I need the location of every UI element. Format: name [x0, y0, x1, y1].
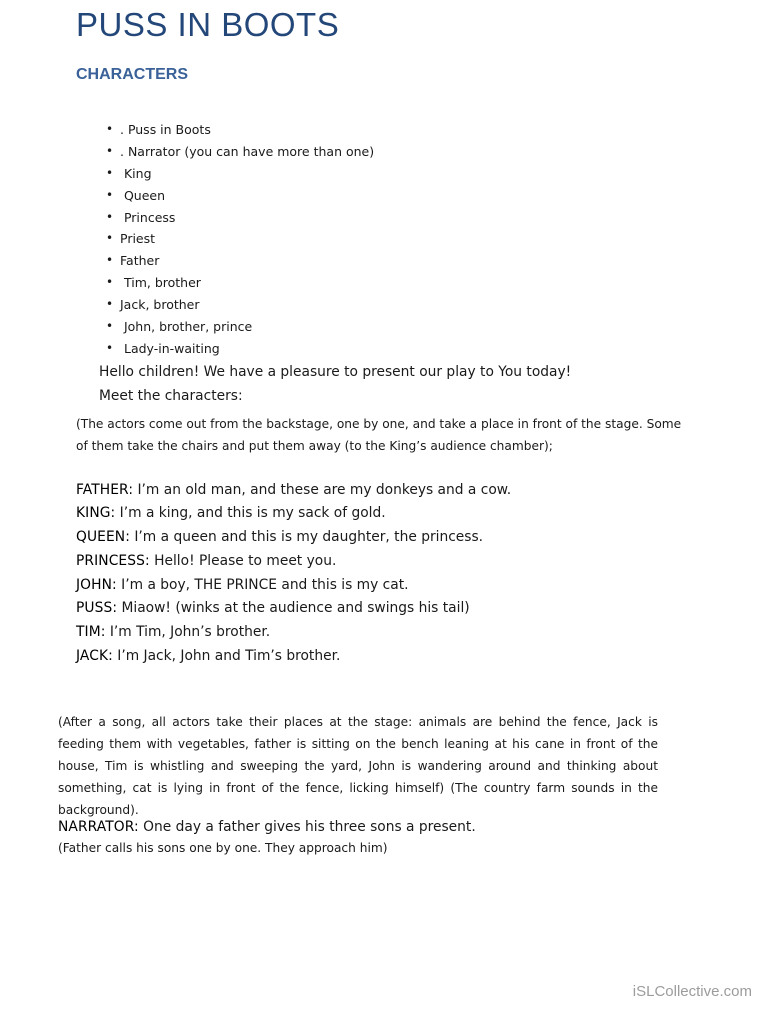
character-list	[108, 119, 374, 360]
speaker-name: NARRATOR:	[58, 819, 139, 835]
character-item: • Jack, brother	[108, 294, 374, 316]
character-item: • Father	[108, 250, 374, 272]
character-item: • John, brother, prince	[108, 316, 374, 338]
intro-greeting: Hello children! We have a pleasure to present our play to You today!	[99, 364, 572, 380]
character-item: • Lady-in-waiting	[108, 338, 374, 360]
speaker-name: QUEEN:	[76, 529, 130, 545]
dialogue-line	[76, 600, 470, 616]
document-title: PUSS IN BOOTS	[76, 6, 340, 43]
line-text: One day a father gives his three sons a present.	[138, 819, 476, 835]
character-item: • Tim, brother	[108, 272, 374, 294]
speaker-name: KING:	[76, 505, 116, 521]
stage-note: (Father calls his sons one by one. They approach him)	[58, 841, 388, 855]
line-text: I’m a queen and this is my daughter, the princess.	[129, 529, 484, 545]
speaker-name: PUSS:	[76, 600, 118, 616]
dialogue-line	[76, 529, 483, 545]
character-item: • . Narrator (you can have more than one)	[108, 141, 374, 163]
line-text: I’m an old man, and these are my donkeys and a cow.	[133, 482, 512, 498]
line-text: Hello! Please to meet you.	[149, 553, 337, 569]
character-item: • . Puss in Boots	[108, 119, 374, 141]
line-text: I’m Tim, John’s brother.	[105, 624, 271, 640]
stage-direction: (The actors come out from the backstage, one by one, and take a place in front of the stage. Some of them take the chairs and put them away (to the King’s audience chamber);	[76, 417, 682, 453]
line-text: Miaow! (winks at the audience and swings his tail)	[117, 600, 470, 616]
line-text: I’m a king, and this is my sack of gold.	[115, 505, 386, 521]
line-text: I’m Jack, John and Tim’s brother.	[112, 648, 341, 664]
character-item: • King	[108, 163, 374, 185]
dialogue-line	[76, 482, 511, 498]
character-item: • Princess	[108, 207, 374, 229]
dialogue-line	[76, 648, 340, 664]
speaker-name: JOHN:	[76, 577, 117, 593]
character-item: • Priest	[108, 228, 374, 250]
watermark: iSLCollective.com	[632, 983, 752, 1000]
dialogue-line	[76, 577, 409, 593]
speaker-name: PRINCESS:	[76, 553, 150, 569]
intro-meet: Meet the characters:	[99, 388, 243, 404]
speaker-name: TIM:	[76, 624, 106, 640]
dialogue-line	[76, 505, 386, 521]
narrator-line	[58, 819, 476, 835]
speaker-name: JACK:	[76, 648, 113, 664]
character-item: • Queen	[108, 185, 374, 207]
speaker-name: FATHER:	[76, 482, 134, 498]
dialogue-line	[76, 624, 270, 640]
characters-heading: CHARACTERS	[76, 66, 188, 83]
scene-paragraph: (After a song, all actors take their places at the stage: animals are behind the fence, Jack is feeding them with vegetables, father is sitting on the bench leaning at his cane in front of the house, Tim is whistling and sweeping the yard, John is wandering around and thinking about something, cat is lying in front of the fence, licking himself) (The country farm sounds in the background).	[58, 715, 658, 817]
dialogue-line	[76, 553, 336, 569]
line-text: I’m a boy, THE PRINCE and this is my cat.	[116, 577, 409, 593]
